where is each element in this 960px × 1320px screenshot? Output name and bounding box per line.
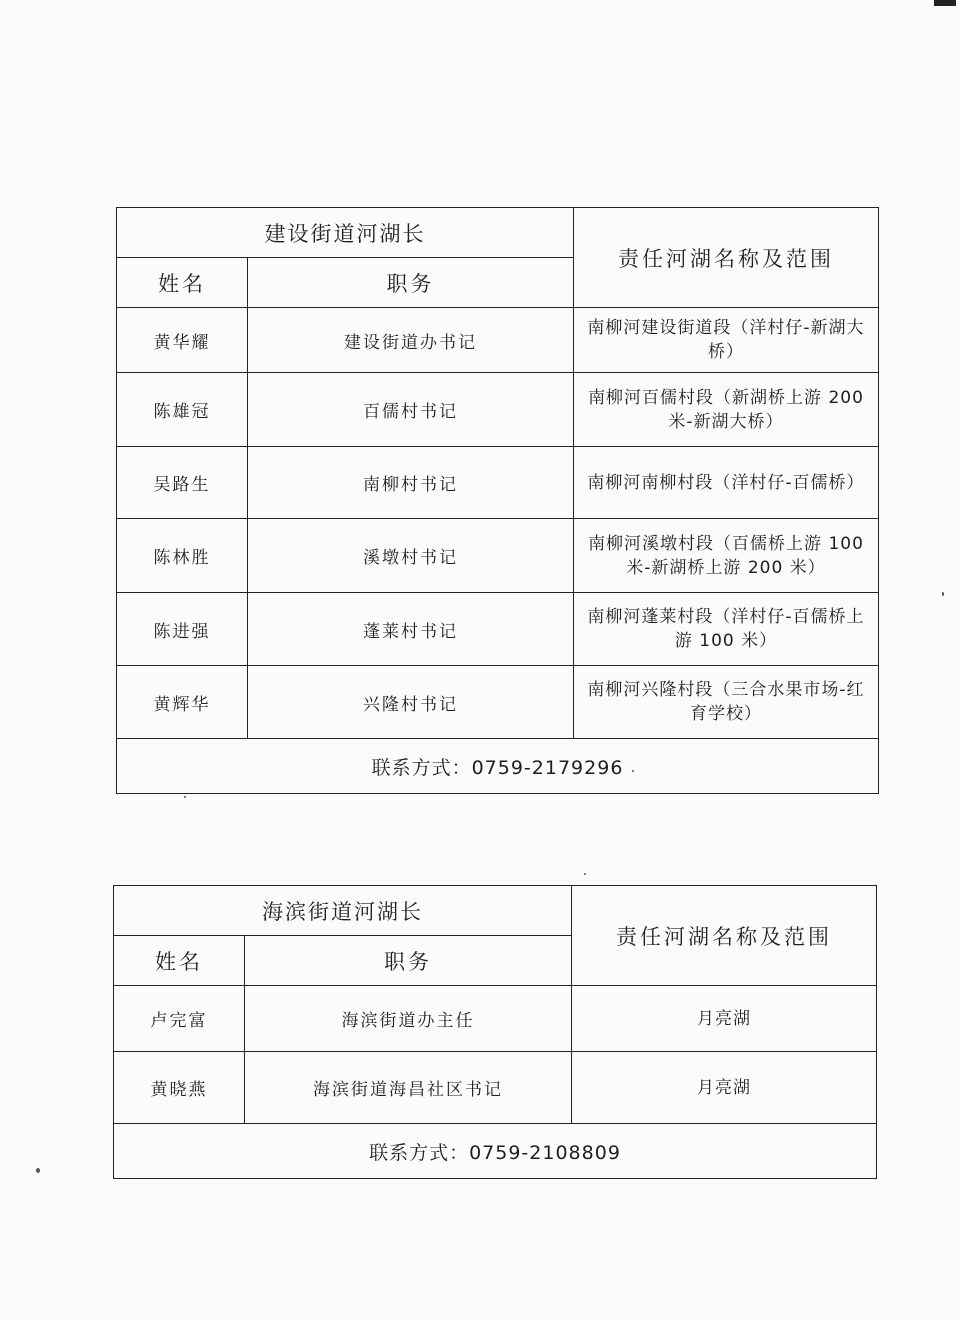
name-cell: 卢完富 xyxy=(114,986,245,1052)
post-cell: 百儒村书记 xyxy=(248,373,574,447)
post-cell: 溪墩村书记 xyxy=(248,519,574,593)
name-cell: 陈林胜 xyxy=(117,519,248,593)
scope-cell: 南柳河南柳村段（洋村仔-百儒桥） xyxy=(574,447,879,519)
post-cell: 蓬莱村书记 xyxy=(248,593,574,666)
haibin-river-chief-table xyxy=(113,885,877,1179)
scope-column-header: 责任河湖名称及范围 xyxy=(574,208,879,308)
table-row xyxy=(117,308,879,373)
post-cell: 兴隆村书记 xyxy=(248,666,574,739)
scan-speck xyxy=(942,592,944,596)
name-cell: 黄辉华 xyxy=(117,666,248,739)
scope-cell: 南柳河百儒村段（新湖桥上游 200 米-新湖大桥） xyxy=(574,373,879,447)
post-column-header: 职务 xyxy=(248,258,574,308)
scope-cell: 南柳河兴隆村段（三合水果市场-红育学校） xyxy=(574,666,879,739)
scope-cell: 南柳河蓬莱村段（洋村仔-百儒桥上游 100 米） xyxy=(574,593,879,666)
post-cell: 南柳村书记 xyxy=(248,447,574,519)
post-cell: 海滨街道海昌社区书记 xyxy=(245,1052,572,1124)
table-row xyxy=(117,447,879,519)
table-row xyxy=(114,1052,877,1124)
name-column-header: 姓名 xyxy=(117,258,248,308)
scan-edge-mark xyxy=(934,0,956,6)
table-row xyxy=(117,519,879,593)
name-cell: 陈雄冠 xyxy=(117,373,248,447)
scan-speck xyxy=(184,796,186,798)
post-cell: 海滨街道办主任 xyxy=(245,986,572,1052)
contact-info: 联系方式：0759-2179296 xyxy=(117,739,879,794)
name-cell: 黄华耀 xyxy=(117,308,248,373)
post-cell: 建设街道办书记 xyxy=(248,308,574,373)
scan-speck xyxy=(584,873,586,875)
jianshe-river-chief-table xyxy=(116,207,879,794)
contact-info: 联系方式：0759-2108809 xyxy=(114,1124,877,1179)
scope-cell: 南柳河建设街道段（洋村仔-新湖大桥） xyxy=(574,308,879,373)
post-column-header: 职务 xyxy=(245,936,572,986)
scope-column-header: 责任河湖名称及范围 xyxy=(572,886,877,986)
table-title: 海滨街道河湖长 xyxy=(114,886,572,936)
name-cell: 黄晓燕 xyxy=(114,1052,245,1124)
table-row xyxy=(117,666,879,739)
table-title: 建设街道河湖长 xyxy=(117,208,574,258)
scope-cell: 月亮湖 xyxy=(572,1052,877,1124)
table-row xyxy=(117,593,879,666)
name-cell: 吴路生 xyxy=(117,447,248,519)
scope-cell: 南柳河溪墩村段（百儒桥上游 100 米-新湖桥上游 200 米） xyxy=(574,519,879,593)
name-cell: 陈进强 xyxy=(117,593,248,666)
name-column-header: 姓名 xyxy=(114,936,245,986)
table-row xyxy=(117,373,879,447)
table-row xyxy=(114,986,877,1052)
scan-speck xyxy=(36,1168,40,1173)
scope-cell: 月亮湖 xyxy=(572,986,877,1052)
